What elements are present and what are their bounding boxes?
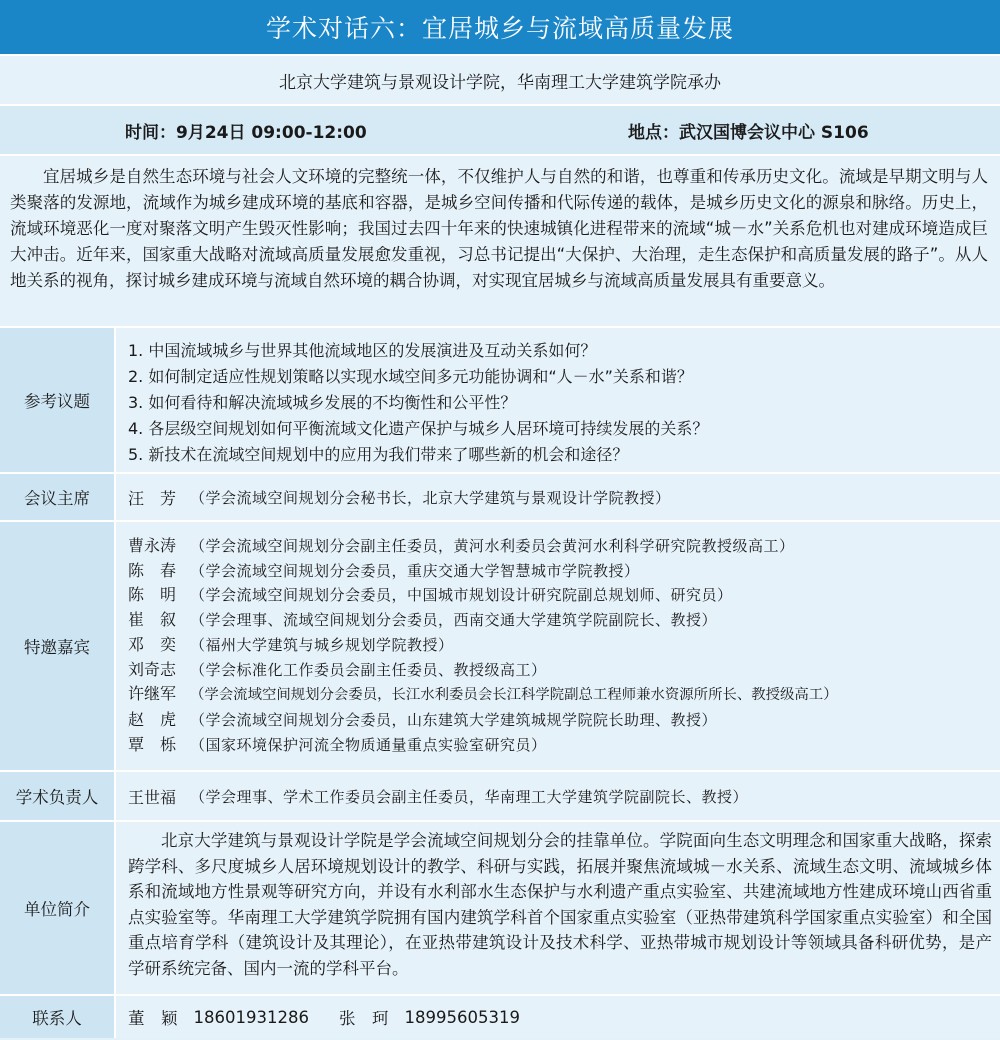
- guest-name: 覃 栎: [128, 734, 177, 754]
- chair-row: [0, 472, 1000, 520]
- guest-note: （学会流域空间规划分会委员，中国城市规划设计研究院副总规划师、研究员）: [190, 586, 733, 605]
- lead-name: 王世福: [128, 787, 177, 807]
- contact-row: [0, 994, 1000, 1038]
- lead-note: （学会理事、学术工作委员会副主任委员，华南理工大学建筑学院副院长、教授）: [190, 787, 749, 806]
- contact-label: 联系人: [0, 996, 116, 1038]
- topics-label: 参考议题: [0, 328, 116, 472]
- topic-item: 3. 如何看待和解决流域城乡发展的不均衡性和公平性？: [128, 393, 517, 412]
- guest-name: 刘奇志: [128, 659, 177, 679]
- topic-item: 2. 如何制定适应性规划策略以实现水域空间多元功能协调和“人－水”关系和谐？: [128, 367, 693, 386]
- topic-item: 1. 中国流域城乡与世界其他流域地区的发展演进及互动关系如何？: [128, 341, 597, 360]
- guest-name: 陈 春: [128, 560, 177, 580]
- guest-note: （学会标准化工作委员会副主任委员、教授级高工）: [190, 660, 547, 679]
- guest-name: 曹永涛: [128, 536, 177, 555]
- page-title: 学术对话六：宜居城乡与流域高质量发展: [0, 0, 1000, 54]
- contact-phone: 18995605319: [404, 1007, 520, 1027]
- guest-note: （学会流域空间规划分会副主任委员，黄河水利委员会黄河水利科学研究院教授级高工）: [190, 537, 795, 555]
- guest-note: （学会流域空间规划分会委员，山东建筑大学建筑城规学院院长助理、教授）: [190, 710, 718, 729]
- guest-note: （学会流域空间规划分会委员，重庆交通大学智慧城市学院教授）: [190, 561, 640, 580]
- guests-row: [0, 520, 1000, 770]
- guest-item: [128, 733, 992, 758]
- topic-item: 5. 新技术在流域空间规划中的应用为我们带来了哪些新的机会和途径？: [128, 445, 629, 464]
- guest-name: 许继军: [128, 684, 177, 704]
- topics-row: [0, 326, 1000, 472]
- contact-list: [116, 996, 1000, 1038]
- guest-item: [128, 583, 992, 608]
- unit-label: 单位简介: [0, 822, 116, 994]
- guests-list: [116, 522, 1000, 770]
- organizers: 北京大学建筑与景观设计学院，华南理工大学建筑学院承办: [0, 54, 1000, 104]
- guest-note: （福州大学建筑与城乡规划学院教授）: [190, 635, 454, 654]
- guest-item: [128, 608, 992, 633]
- unit-text: 北京大学建筑与景观设计学院是学会流域空间规划分会的挂靠单位。学院面向生态文明理念和国家重大战略，探索跨学科、多尺度城乡人居环境规划设计的教学、科研与实践，拓展并聚焦流域城－水关系、流域生态文明、流域城乡体系和流域地方性景观等研究方向，并设有水利部水生态保护与水利遗产重点实验室、共建流域地方性建成环境山西省重点实验室等。华南理工大学建筑学院拥有国内建筑学科首个国家重点实验室（亚热带建筑科学国家重点实验室）和全国重点培育学科（建筑设计及其理论），在亚热带建筑设计及技术科学、亚热带城市规划设计等领域具备科研优势，是产学研系统完备、国内一流的学科平台。: [116, 822, 1000, 994]
- guests-label: 特邀嘉宾: [0, 522, 116, 770]
- time-place-bar: [0, 104, 1000, 154]
- guest-name: 赵 虎: [128, 709, 177, 729]
- guest-item: [128, 559, 992, 584]
- guest-name: 崔 叙: [128, 610, 177, 630]
- contact-phone: 18601931286: [193, 1007, 309, 1027]
- lead-label: 学术负责人: [0, 772, 116, 820]
- guest-item: [128, 633, 992, 658]
- guest-item: [128, 708, 992, 733]
- topics-list: [116, 328, 1000, 472]
- guest-name: 邓 奕: [128, 634, 177, 654]
- guest-note: （学会流域空间规划分会委员，长江水利委员会长江科学院副总工程师兼水资源所所长、教授级高工）: [190, 687, 838, 704]
- chair-note: （学会流域空间规划分会秘书长，北京大学建筑与景观设计学院教授）: [190, 488, 671, 507]
- guest-item: [128, 682, 992, 708]
- chair-name: 汪 芳: [128, 488, 177, 508]
- guest-item: [128, 658, 992, 683]
- contact-name: 董 颖: [128, 1009, 178, 1028]
- session-place: 地点：武汉国博会议中心 S106: [628, 122, 869, 143]
- contact-name: 张 珂: [338, 1009, 389, 1028]
- guest-note: （学会理事、流域空间规划分会委员，西南交通大学建筑学院副院长、教授）: [190, 611, 718, 630]
- session-time: 时间：9月24日 09:00-12:00: [125, 122, 367, 143]
- guest-item: [128, 534, 992, 559]
- chair-label: 会议主席: [0, 474, 116, 520]
- guest-note: （国家环境保护河流全物质通量重点实验室研究员）: [190, 735, 547, 754]
- guest-name: 陈 明: [128, 585, 177, 605]
- lead-row: [0, 770, 1000, 820]
- unit-row: [0, 820, 1000, 994]
- intro-paragraph: 宜居城乡是自然生态环境与社会人文环境的完整统一体，不仅维护人与自然的和谐，也尊重和传承历史文化。流域是早期文明与人类聚落的发源地，流域作为城乡建成环境的基底和容器，是城乡空间传播和代际传递的载体，是城乡历史文化的源泉和脉络。历史上，流域环境恶化一度对聚落文明产生毁灭性影响；我国过去四十年来的快速城镇化进程带来的流域“城－水”关系危机也对建成环境造成巨大冲击。近年来，国家重大战略对流域高质量发展愈发重视，习总书记提出“大保护、大治理，走生态保护和高质量发展的路子”。从人地关系的视角，探讨城乡建成环境与流域自然环境的耦合协调，对实现宜居城乡与流域高质量发展具有重要意义。: [0, 154, 1000, 326]
- topic-item: 4. 各层级空间规划如何平衡流域文化遗产保护与城乡人居环境可持续发展的关系？: [128, 419, 709, 438]
